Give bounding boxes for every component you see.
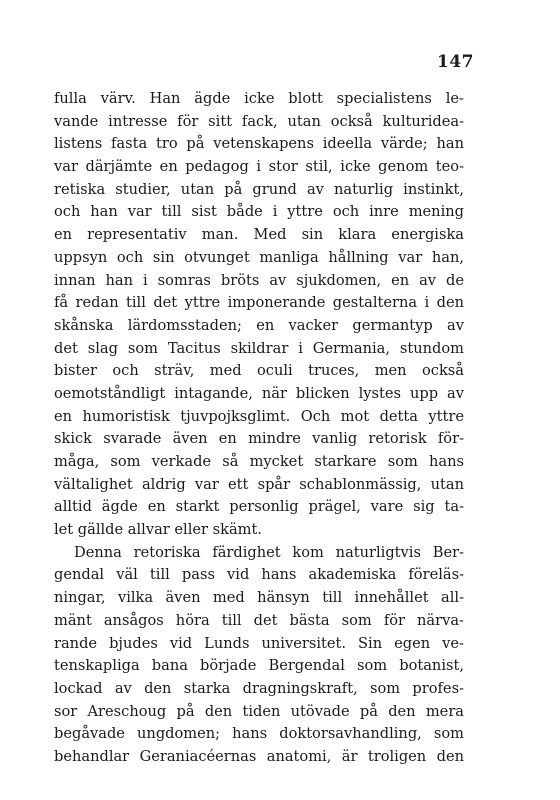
- text-line: mänt ansågos höra till det bästa som för närva-: [54, 611, 464, 629]
- text-line: listens fasta tro på vetenskapens ideella värde; han: [54, 135, 464, 153]
- text-line: alltid ägde en starkt personlig prägel, vare sig ta-: [54, 498, 464, 516]
- text-line: och han var till sist både i yttre och inre mening: [54, 203, 464, 221]
- paragraph: [54, 542, 464, 769]
- text-line: lockad av den starka dragningskraft, som profes-: [54, 679, 464, 697]
- text-line: var därjämte en pedagog i stor stil, icke genom teo-: [54, 158, 464, 176]
- text-line: fulla värv. Han ägde icke blott specialistens le-: [54, 90, 464, 107]
- text-line: bister och sträv, med oculi truces, men också: [54, 362, 464, 380]
- text-line: let gällde allvar eller skämt.: [54, 521, 262, 539]
- text-line: oemotståndligt intagande, när blicken lystes upp av: [54, 384, 464, 402]
- text-line: en humoristisk tjuvpojksglimt. Och mot detta yttre: [54, 407, 464, 425]
- body-text: [54, 88, 464, 769]
- text-line: rande bjudes vid Lunds universitet. Sin egen ve-: [54, 634, 464, 652]
- text-line: retiska studier, utan på grund av naturlig instinkt,: [54, 180, 464, 198]
- text-line: uppsyn och sin otvunget manliga hållning var han,: [54, 248, 464, 266]
- text-line: få redan till det yttre imponerande gestalterna i den: [54, 294, 464, 312]
- text-line: det slag som Tacitus skildrar i Germania, stundom: [54, 339, 464, 357]
- text-line: sor Areschoug på den tiden utövade på den mera: [54, 702, 464, 720]
- text-line: behandlar Geraniacéernas anatomi, är troligen den: [54, 747, 464, 765]
- text-line: begåvade ungdomen; hans doktorsavhandling, som: [54, 725, 464, 743]
- text-line: skånska lärdomsstaden; en vacker germantyp av: [54, 316, 464, 334]
- text-line: en representativ man. Med sin klara energiska: [54, 226, 464, 244]
- text-line: vande intresse för sitt fack, utan också kulturidea-: [54, 112, 464, 130]
- text-line: tenskapliga bana började Bergendal som botanist,: [54, 657, 464, 675]
- text-line: vältalighet aldrig var ett spår schablonmässig, utan: [54, 475, 464, 493]
- paragraph: [54, 88, 464, 542]
- text-line: gendal väl till pass vid hans akademiska föreläs-: [54, 566, 464, 584]
- text-line: innan han i somras bröts av sjukdomen, en av de: [54, 271, 464, 289]
- text-line: Denna retoriska färdighet kom naturligtvis Ber-: [74, 543, 464, 561]
- text-line: ningar, vilka även med hänsyn till innehållet all-: [54, 589, 464, 607]
- text-line: skick svarade även en mindre vanlig retorisk för-: [54, 430, 464, 448]
- text-line: måga, som verkade så mycket starkare som hans: [54, 453, 464, 470]
- page-number: 147: [437, 52, 474, 72]
